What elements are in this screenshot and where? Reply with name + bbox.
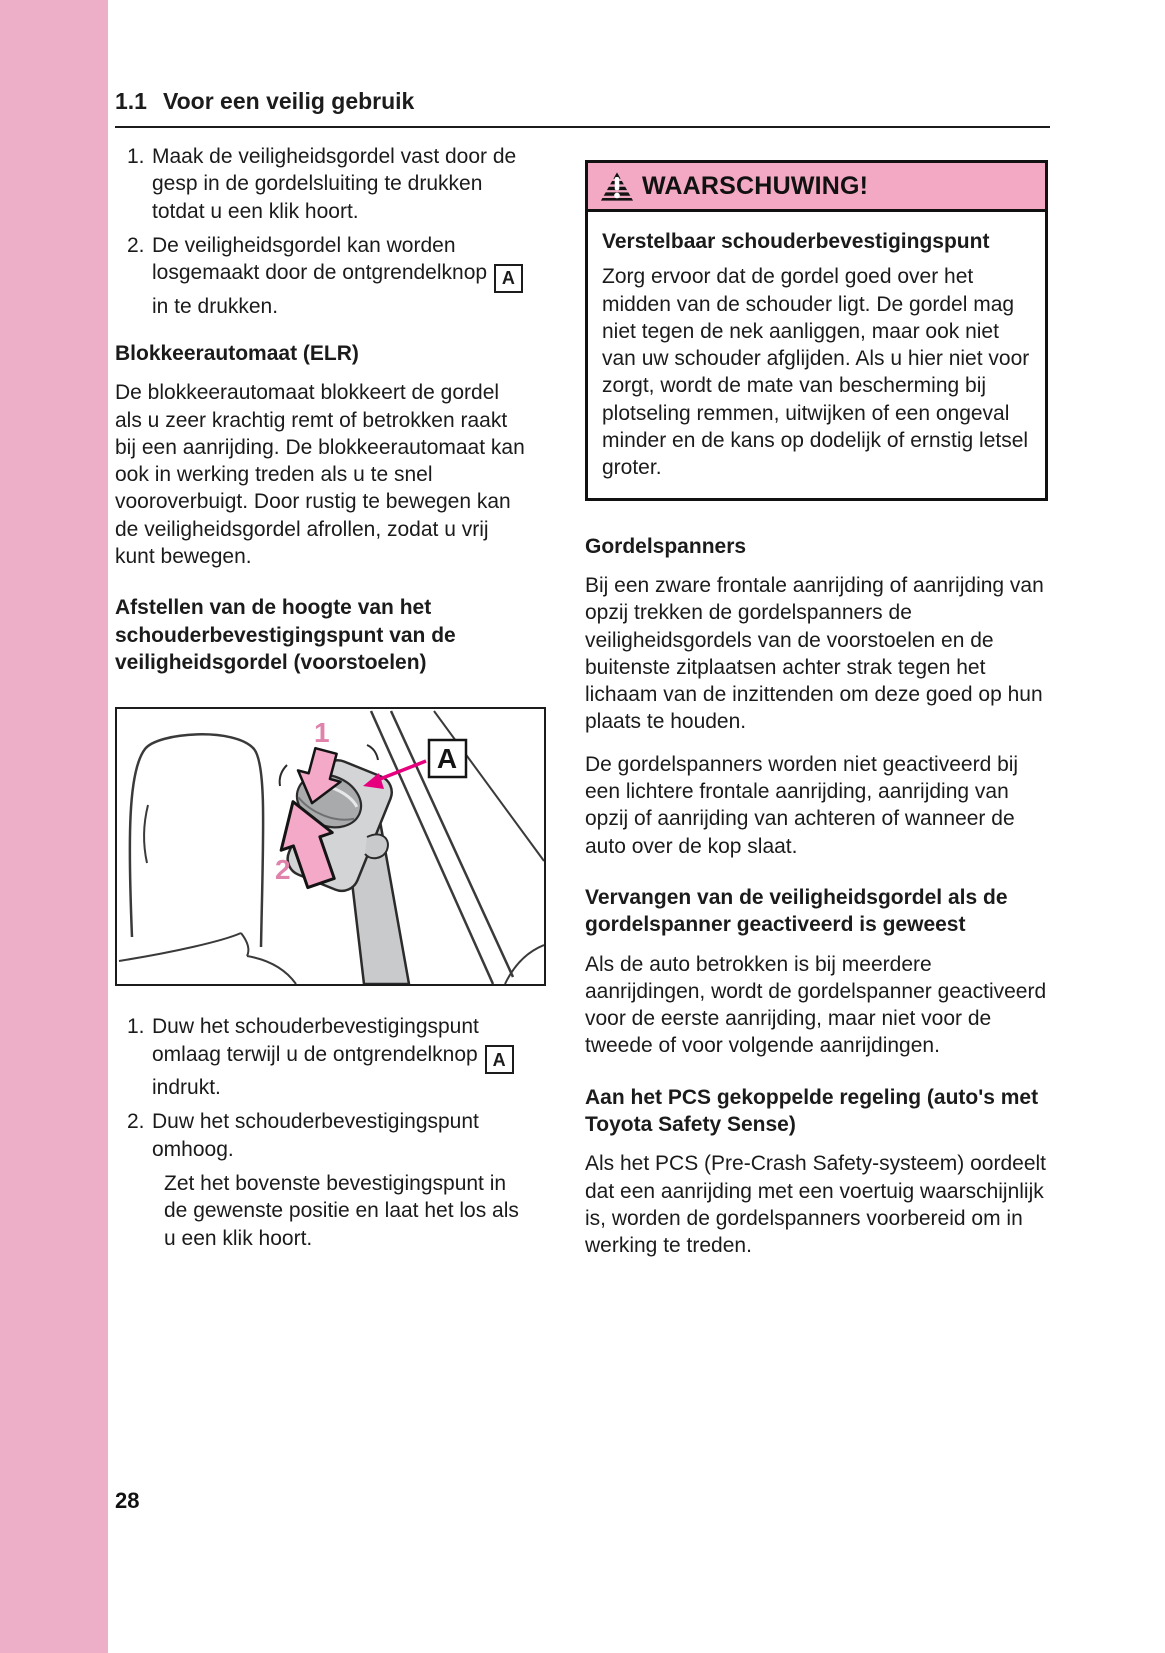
list-item-text [152, 232, 530, 320]
heading-elr: Blokkeerautomaat (ELR) [115, 341, 359, 365]
list-number: 1. [127, 145, 145, 168]
chapter-color-band [0, 0, 108, 1653]
heading-adjust-shoulder-anchor: Afstellen van de hoogte van het schouderbevestigingspunt van de veiligheidsgordel (voorstoelen) [115, 596, 456, 674]
list-item [127, 232, 530, 320]
seat-side-line [247, 956, 296, 984]
section-number: 1.1 [115, 88, 147, 114]
warning-box-body [588, 212, 1045, 498]
paragraph-replace-belt: Als de auto betrokken is bij meerdere aanrijdingen, wordt de gordelspanner geactiveerd voor de eerste aanrijding, maar niet voor de tweede of voor volgende aanrijdingen. [585, 952, 1047, 1058]
warning-box [585, 160, 1048, 501]
paragraph-pcs: Als het PCS (Pre-Crash Safety-systeem) oordeelt dat een aanrijding met een voertuig waarschijnlijk is, worden de gordelspanners voorbereid om in werking te treden. [585, 1152, 1046, 1258]
seatbelt-figure-drawing [117, 709, 544, 984]
page-number: 28 [115, 1488, 140, 1513]
list-item-text-post: indrukt. [152, 1076, 221, 1100]
paragraph-pretensioners-1: Bij een zware frontale aanrijding of aanrijding van opzij trekken de gordelspanners de veiligheidsgordels van de voorstoelen en de buitenste zitplaatsen achter strak tegen het lichaam van de inzittenden om deze goed op hun plaats te houden. [585, 573, 1044, 734]
seat-shoulder-line [119, 933, 241, 961]
list-item-text-post: in te drukken. [152, 294, 279, 318]
list-number: 1. [127, 1015, 145, 1039]
fasten-belt-list [115, 143, 530, 320]
figure-label-2: 2 [275, 854, 291, 886]
seat-curve [241, 933, 248, 956]
motion-arc [280, 765, 287, 786]
list-item [127, 143, 530, 225]
paragraph-elr: De blokkeerautomaat blokkeert de gordel als u zeer krachtig remt of betrokken raakt bij een aanrijding. De blokkeerautomaat kan ook in werking treden als u te snel vooroverbuigt. Door rustig te bewegen kan de veiligheidsgordel afrollen, zodat u vrij kunt bewegen. [115, 381, 525, 569]
list-item [127, 1108, 530, 1163]
label-a-marker: A [494, 264, 523, 293]
list-item-text-pre: Duw het schouderbevestigingspunt omlaag terwijl u de ontgrendelknop [152, 1015, 479, 1066]
adjust-anchor-list [115, 1013, 530, 1252]
heading-pcs: Aan het PCS gekoppelde regeling (auto's met Toyota Safety Sense) [585, 1085, 1039, 1137]
motion-arc [367, 745, 378, 760]
belt-hook-detail [365, 835, 388, 859]
heading-pretensioners: Gordelspanners [585, 534, 747, 558]
warning-triangle-icon [600, 171, 634, 202]
list-number: 2. [127, 1110, 145, 1134]
list-item-text: Duw het schouderbevestigingspunt omhoog. [152, 1110, 479, 1161]
list-item [127, 1013, 530, 1101]
seatbelt-height-adjuster-figure [115, 707, 546, 986]
left-column [115, 143, 530, 1252]
warning-heading: Verstelbaar schouderbevestigingspunt [602, 230, 990, 253]
section-header [115, 88, 1050, 128]
page-title: Voor een veilig gebruik [162, 88, 415, 114]
paragraph-pretensioners-2: De gordelspanners worden niet geactiveerd bij een lichtere frontale aanrijding, aanrijding van opzij of aanrijding van achteren of wanneer de auto over de kop slaat. [585, 752, 1019, 858]
label-a-marker: A [485, 1045, 514, 1074]
paragraph-set-position: Zet het bovenste bevestigingspunt in de gewenste positie en laat het los als u een klik hoort. [164, 1171, 519, 1250]
list-item-text-pre: De veiligheidsgordel kan worden losgemaakt door de ontgrendelknop [152, 233, 488, 285]
list-number: 2. [127, 233, 145, 257]
callout-a-label: A [436, 743, 458, 775]
warning-title: WAARSCHUWING! [642, 171, 869, 200]
warning-box-header [588, 163, 1045, 212]
right-column [585, 160, 1048, 1275]
warning-text: Zorg ervoor dat de gordel goed over het midden van de schouder ligt. De gordel mag niet tegen de nek aanliggen, maar ook niet van uw schouder afglijden. Als u hier niet voor zorgt, wordt de mate van bescherming bij plotseling remmen, uitwijken of een ongeval minder en de kans op dodelijk of ernstig letsel groter. [602, 265, 1030, 480]
figure-label-1: 1 [314, 717, 330, 749]
pillar-corner-curve [505, 945, 544, 984]
list-item-text [152, 1013, 530, 1101]
headrest-outline [130, 735, 263, 948]
headrest-crease [144, 805, 148, 863]
heading-replace-belt: Vervangen van de veiligheidsgordel als de gordelspanner geactiveerd is geweest [585, 885, 1008, 937]
list-item-text: Maak de veiligheidsgordel vast door de gesp in de gordelsluiting te drukken totdat u een klik hoort. [152, 145, 517, 223]
